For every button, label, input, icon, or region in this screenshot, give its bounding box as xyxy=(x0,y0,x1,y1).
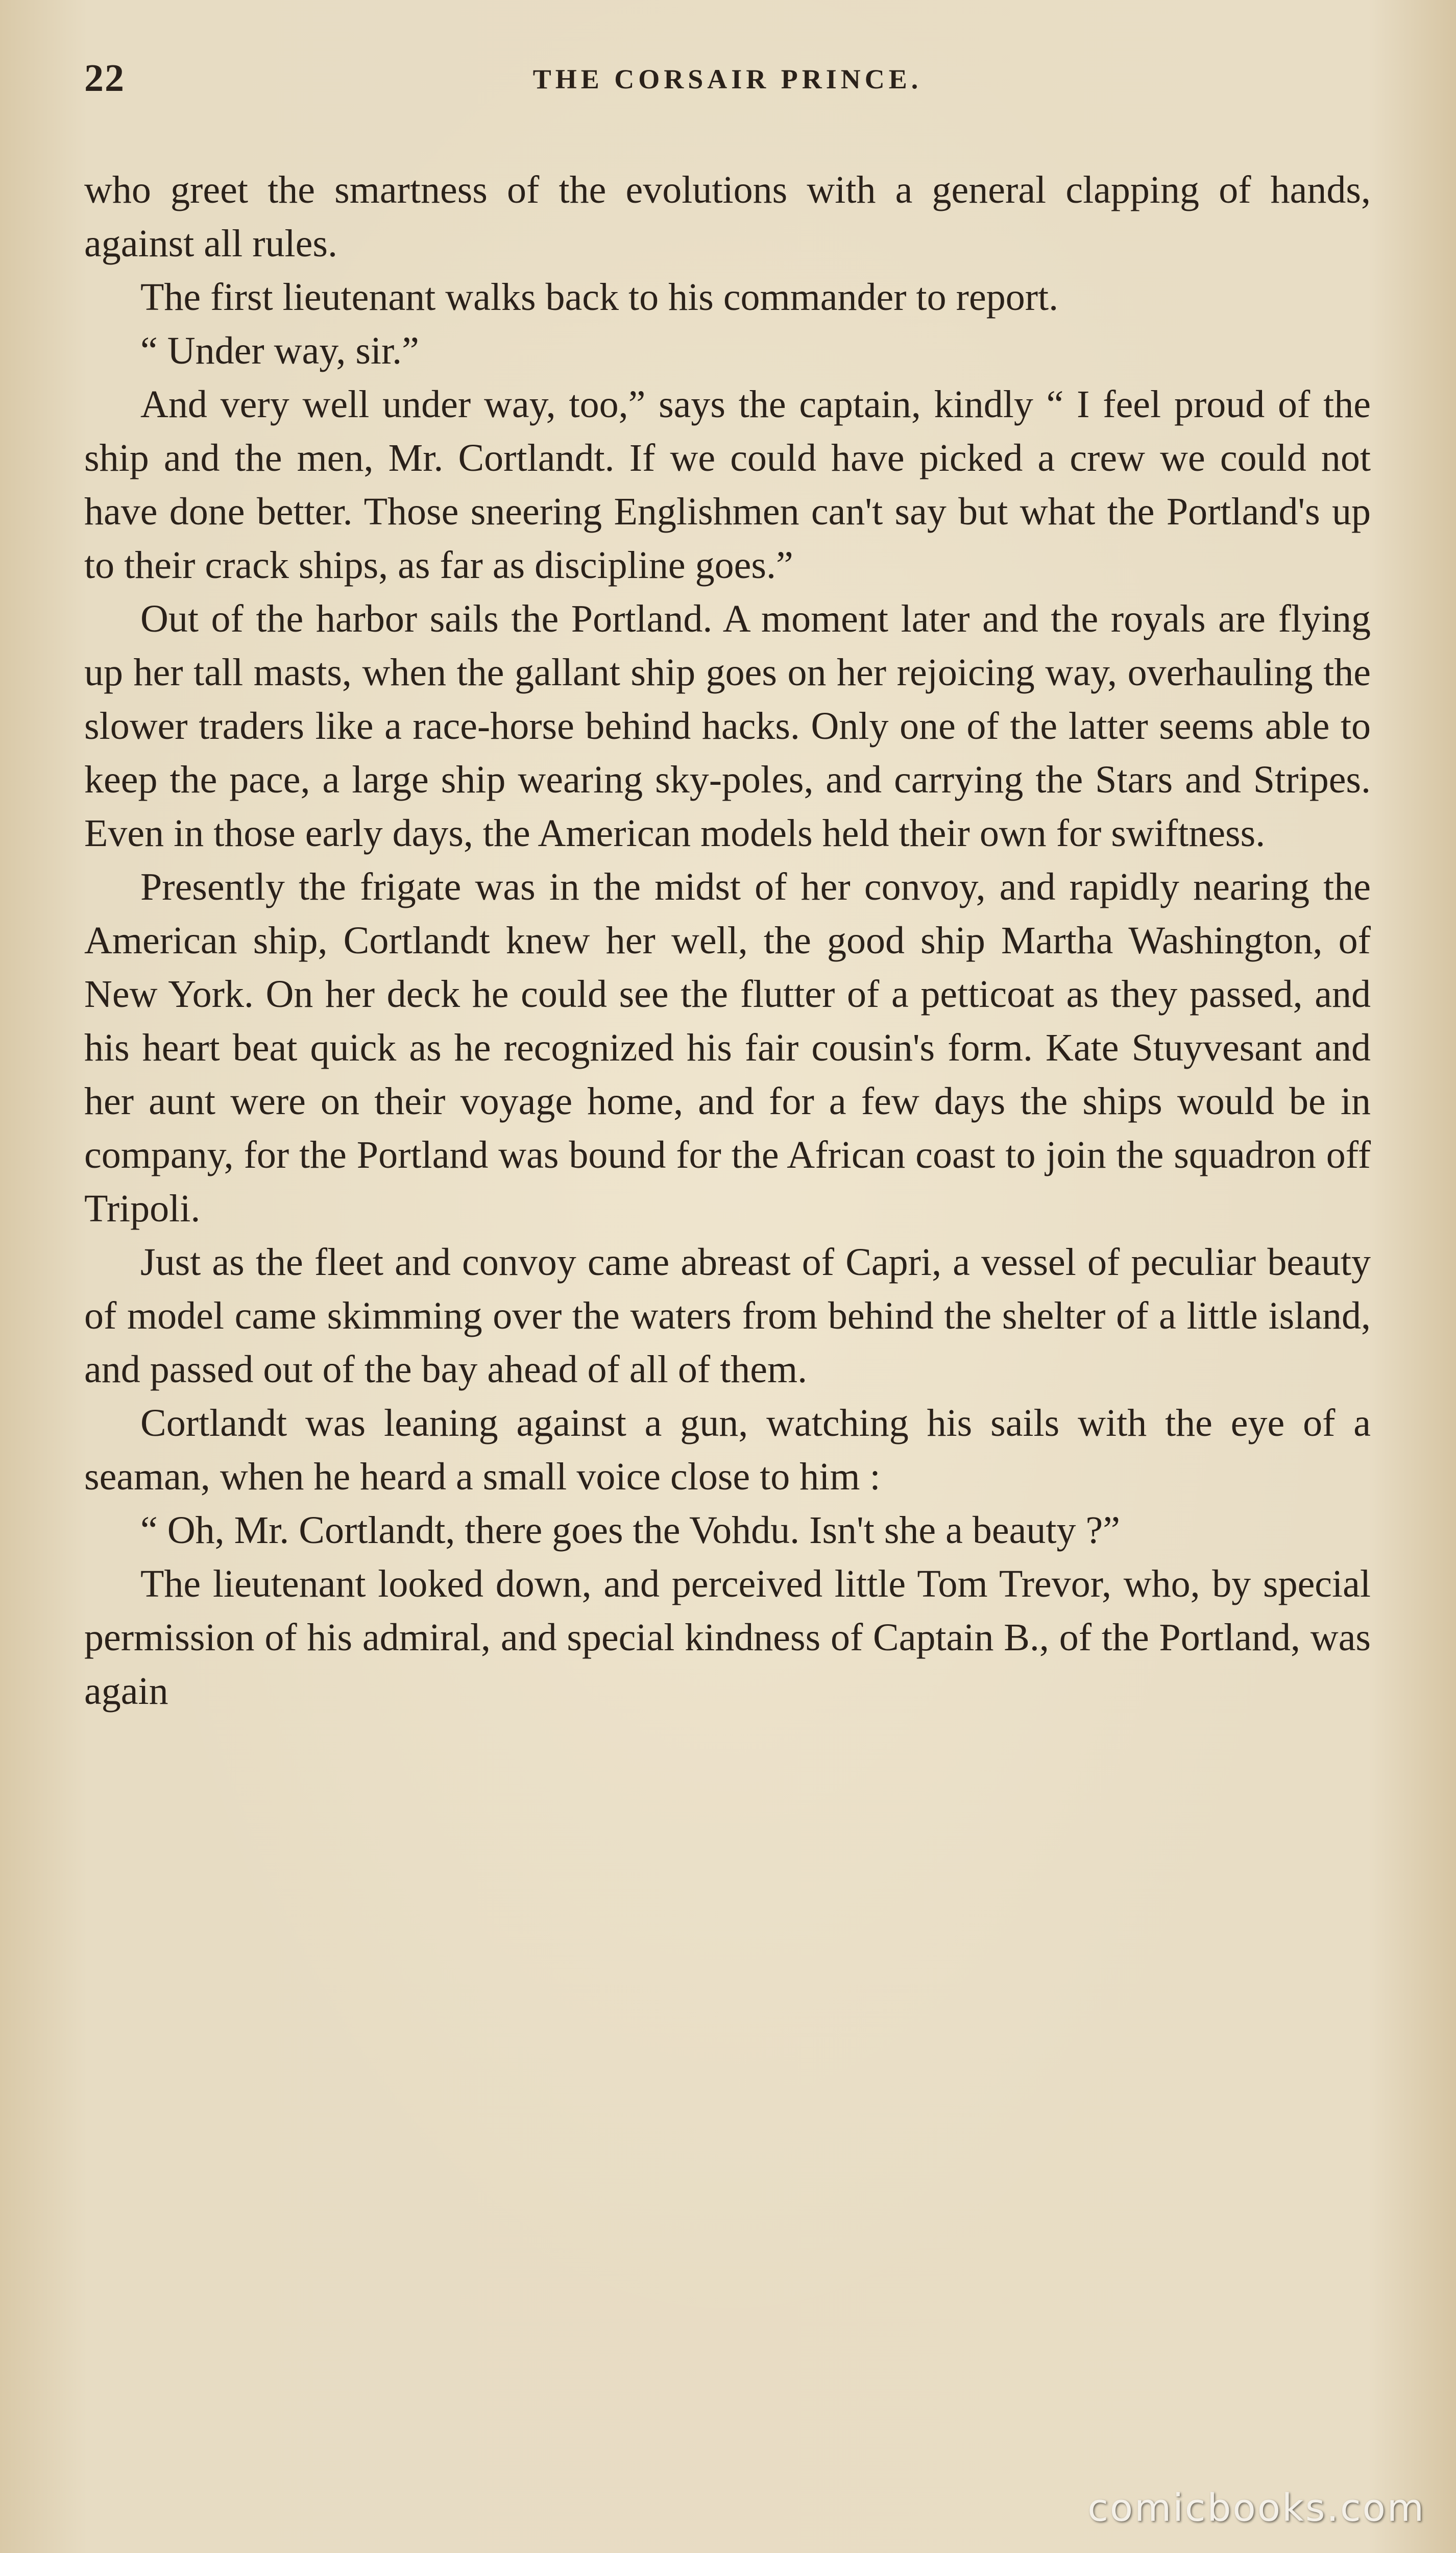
paragraph: who greet the smartness of the evolutions with a general clapping of hands, against all rules. xyxy=(84,168,1371,265)
page-header xyxy=(84,51,1371,107)
paragraph: The first lieutenant walks back to his commander to report. xyxy=(140,276,1059,319)
paragraph: “ Under way, sir.” xyxy=(140,329,419,372)
page-number: 22 xyxy=(84,57,125,100)
paragraph: Presently the frigate was in the midst of her convoy, and rapidly nearing the American ship, Cortlandt knew her well, the good ship Martha Washington, of New York. On her deck he could see the flutter of a petticoat as they passed, and his heart beat quick as he recognized his fair cousin's form. Kate Stuyvesant and her aunt were on their voyage home, and for a few days the ships would be in company, for the Portland was bound for the African coast to join the squadron off Tripoli. xyxy=(84,865,1371,1230)
paragraph: The lieutenant looked down, and perceived little Tom Trevor, who, by special permission of his admiral, and special kindness of Captain B., of the Portland, was again xyxy=(84,1562,1371,1713)
paragraph: “ Oh, Mr. Cortlandt, there goes the Vohdu. Isn't she a beauty ?” xyxy=(140,1509,1120,1552)
paragraph: And very well under way, too,” says the captain, kindly “ I feel proud of the ship and the men, Mr. Cortlandt. If we could have picked a crew we could not have done better. Those sneering Englishmen can't say but what the Portland's up to their crack ships, as far as discipline goes.” xyxy=(84,383,1371,587)
paragraph: Out of the harbor sails the Portland. A moment later and the royals are flying up her tall masts, when the gallant ship goes on her rejoicing way, overhauling the slower traders like a race-horse behind hacks. Only one of the latter seems able to keep the pace, a large ship wearing sky-poles, and carrying the Stars and Stripes. Even in those early days, the American models held their own for swiftness. xyxy=(84,597,1371,855)
watermark: comicbooks.com xyxy=(1087,2486,1425,2530)
body-text xyxy=(84,163,1371,1718)
paragraph: Just as the fleet and convoy came abreast of Capri, a vessel of peculiar beauty of model came skimming over the waters from behind the shelter of a little island, and passed out of the bay ahead of all of them. xyxy=(84,1241,1371,1391)
running-head: THE CORSAIR PRINCE. xyxy=(532,64,923,94)
paragraph: Cortlandt was leaning against a gun, watching his sails with the eye of a seaman, when he heard a small voice close to him : xyxy=(84,1402,1371,1498)
